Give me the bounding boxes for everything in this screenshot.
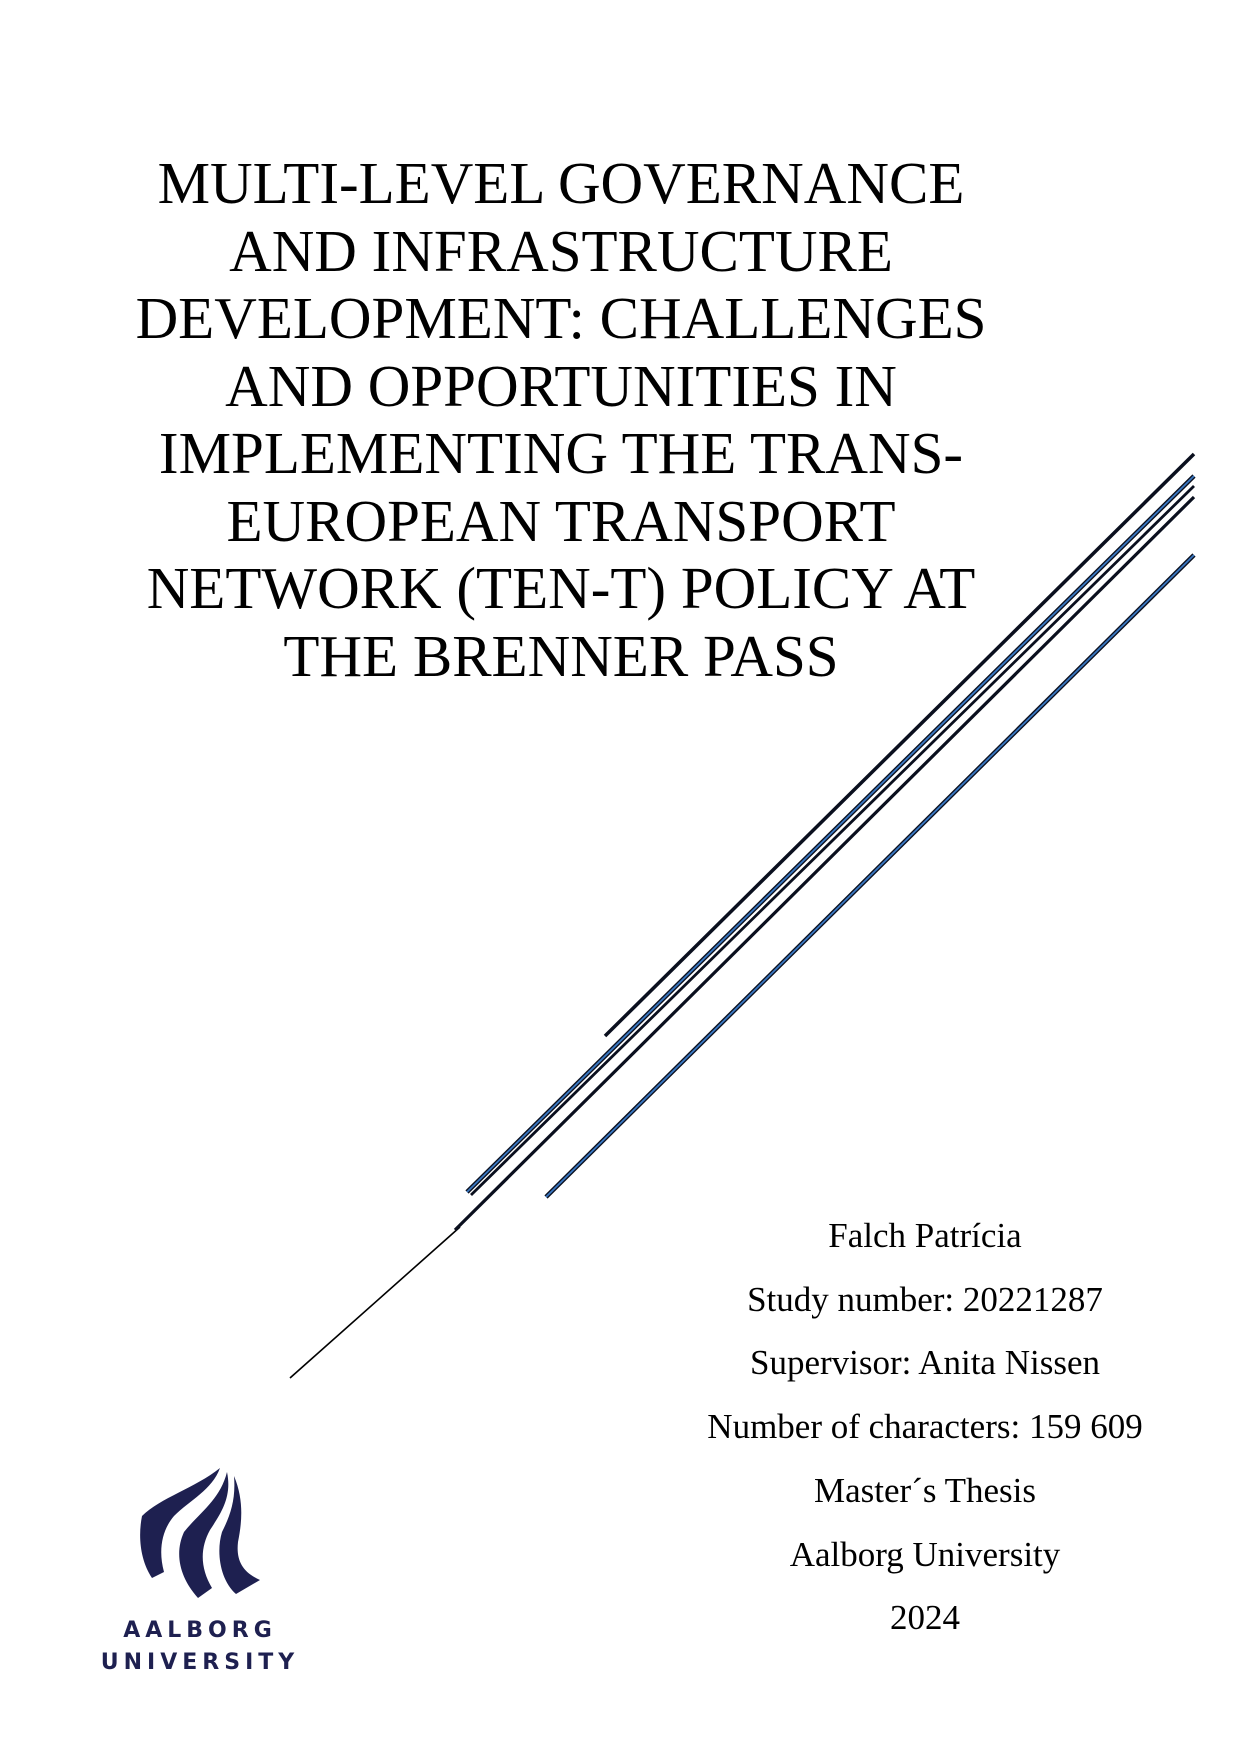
title-line: EUROPEAN TRANSPORT — [226, 487, 896, 554]
study-number: Study number: 20221287 — [747, 1279, 1103, 1319]
character-count: Number of characters: 159 609 — [707, 1407, 1143, 1447]
title-line: MULTI-LEVEL GOVERNANCE — [157, 150, 965, 216]
title-line: AND INFRASTRUCTURE — [229, 217, 893, 284]
logo-text-line2: UNIVERSITY — [100, 1650, 300, 1675]
diagonal-line — [605, 454, 1194, 1036]
university: Aalborg University — [789, 1534, 1061, 1574]
title-line: AND OPPORTUNITIES IN — [225, 352, 897, 419]
author: Falch Patrícia — [828, 1216, 1022, 1255]
diagonal-line — [546, 555, 1194, 1197]
title-line: THE BRENNER PASS — [283, 622, 839, 689]
diagonal-line — [455, 497, 1194, 1230]
supervisor: Supervisor: Anita Nissen — [750, 1343, 1100, 1383]
aalborg-university-logo — [100, 1460, 300, 1679]
diagonal-line — [471, 486, 1194, 1195]
title-line: IMPLEMENTING THE TRANS- — [158, 420, 964, 486]
thesis-info — [625, 1204, 1225, 1650]
university-emblem-icon — [100, 1460, 300, 1610]
logo-text-line1: AALBORG — [123, 1618, 277, 1643]
diagonal-line — [290, 1227, 460, 1378]
title-line: DEVELOPMENT: CHALLENGES — [135, 285, 987, 351]
title-line: NETWORK (TEN-T) POLICY AT — [146, 555, 976, 621]
year: 2024 — [890, 1598, 960, 1638]
diagonal-line — [467, 476, 1194, 1192]
thesis-type: Master´s Thesis — [814, 1470, 1036, 1510]
